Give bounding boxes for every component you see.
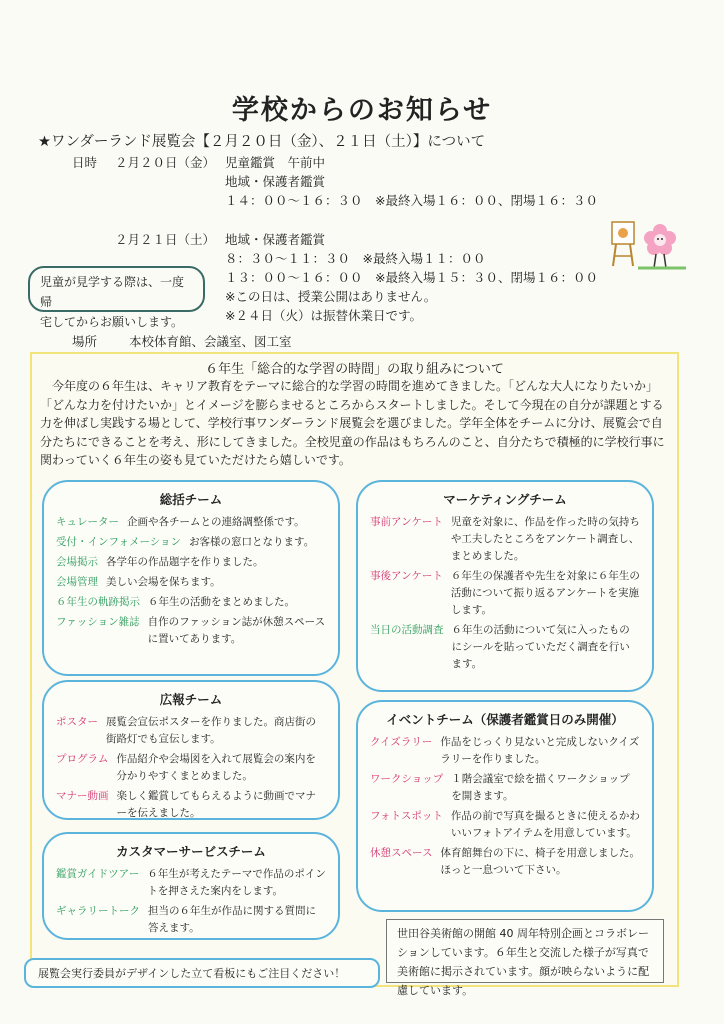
day2-line4: ※この日は、授業公開はありません。	[225, 289, 437, 304]
list-item	[56, 614, 326, 648]
list-item	[370, 734, 640, 768]
day2-date: ２月２１日（土）	[115, 232, 216, 247]
list-item	[56, 514, 326, 531]
item-desc: 企画や各チームとの連絡調整係です。	[127, 516, 305, 528]
list-item	[370, 622, 640, 673]
item-desc: 各学年の作品題字を作りました。	[106, 556, 264, 568]
item-desc: １階会議室で絵を描くワークショップを開きます。	[451, 773, 630, 802]
item-label: ファッション雑誌	[56, 616, 140, 628]
item-desc: 作品紹介や会場図を入れて展覧会の案内を分かりやすくまとめました。	[116, 753, 316, 782]
list-item	[370, 771, 640, 805]
venue-value: 本校体育館、会議室、図工室	[129, 334, 292, 349]
item-desc: 楽しく鑑賞してもらえるように動画でマナーを伝えました。	[116, 790, 316, 819]
list-item	[56, 574, 326, 591]
item-label: マナー動画	[56, 790, 109, 802]
item-desc: 自作のファッション誌が休憩スペースに置いてあります。	[147, 616, 326, 645]
bubble-line2: 宅してからお願いします。	[40, 315, 184, 329]
day2-line2: ８：３０〜１１：３０ ※最終入場１１：００	[225, 251, 486, 266]
venue-label: 場所	[72, 334, 98, 349]
list-item	[56, 594, 326, 611]
item-label: ギャラリートーク	[56, 905, 140, 917]
item-desc: お客様の窓口となります。	[189, 536, 315, 548]
section-title: ６年生「総合的な学習の時間」の取り組みについて	[205, 362, 504, 377]
list-item	[370, 568, 640, 619]
item-label: 受付・インフォメーション	[56, 536, 182, 548]
item-label: 会場管理	[56, 576, 98, 588]
flower-easel-illustration	[608, 216, 688, 272]
museum-collab-note: 世田谷美術館の開館 40 周年特別企画とコラボレーションしています。６年生と交流した様子が写真で美術館に掲示されています。顔が映らないように配慮しています。	[386, 919, 664, 983]
day1-line2: 地域・保護者鑑賞	[225, 174, 326, 189]
item-desc: ６年生の活動について気に入ったものにシールを貼っていただく調査を行います。	[451, 624, 630, 670]
list-item	[370, 845, 640, 879]
team-pr	[42, 680, 340, 820]
item-desc: ６年生の活動をまとめました。	[148, 596, 295, 608]
day2-line1: 地域・保護者鑑賞	[225, 232, 326, 247]
list-item	[56, 866, 326, 900]
item-desc: ６年生の保護者や先生を対象に６年生の活動について振り返るアンケートを実施します。	[450, 570, 640, 616]
list-item	[56, 903, 326, 937]
team-customer	[42, 832, 340, 940]
team-general	[42, 480, 340, 676]
item-desc: 作品の前で写真を撮るときに使えるかわいいフォトアイテムを用意しています。	[450, 810, 640, 839]
day2-line3: １３：００〜１６：００ ※最終入場１５：３０、閉場１６：００	[225, 270, 598, 285]
visit-note-bubble	[28, 266, 205, 329]
item-label: フォトスポット	[370, 810, 443, 822]
day1-date: ２月２０日（金）	[115, 155, 216, 170]
item-label: ６年生の軌跡掲示	[56, 596, 140, 608]
list-item	[370, 808, 640, 842]
bubble-line1: 児童が見学する際は、一度帰	[40, 275, 185, 309]
day1-line1: 児童鑑賞 午前中	[225, 155, 326, 170]
page-title: 学校からのお知らせ	[231, 95, 493, 126]
date-label: 日時	[72, 155, 98, 170]
item-label: キュレーター	[56, 516, 119, 528]
item-desc: 美しい会場を保ちます。	[106, 576, 221, 588]
venue	[72, 332, 292, 350]
item-desc: 児童を対象に、作品を作った時の気持ちや工夫したところをアンケート調査し、まとめました。	[450, 516, 640, 562]
item-label: 事前アンケート	[370, 516, 443, 528]
list-item	[56, 788, 326, 822]
section-intro: 今年度の６年生は、キャリア教育をテーマに総合的な学習の時間を進めてきました。「どんな大人になりたいか」「どんな力を付けたいか」とイメージを膨らませるところからスタートしました。そして今現在の自分が課題とする力を伸ばし実践する場として、学校行事ワンダーランド展覧会を選びました。学年全体をチームに分け、展覧会で自分たちにできることを考え、形にしてきました。全校児童の作品はもちろんのこと、自分たちで積極的に学校行事に関わっていく６年生の姿も見ていただけたら嬉しいです。	[40, 379, 665, 467]
item-desc: 作品をじっくり見ないと完成しないクイズラリーを作りました。	[440, 736, 640, 765]
item-desc: 体育館舞台の下に、椅子を用意しました。ほっと一息ついて下さい。	[440, 847, 640, 876]
item-label: プログラム	[56, 753, 109, 765]
item-desc: 展覧会宣伝ポスターを作りました。商店街の街路灯でも宣伝します。	[106, 716, 316, 745]
team-name: マーケティングチーム	[443, 492, 567, 507]
list-item	[56, 554, 326, 571]
item-label: 事後アンケート	[370, 570, 443, 582]
team-name: 広報チーム	[159, 692, 223, 707]
event-headline: ★ワンダーランド展覧会【２月２０日（金）、２１日（土）】について	[38, 134, 486, 150]
item-label: 鑑賞ガイドツアー	[56, 868, 140, 880]
list-item	[370, 514, 640, 565]
day2-line5: ※２４日（火）は振替休業日です。	[225, 308, 422, 323]
team-marketing	[356, 480, 654, 692]
team-name: カスタマーサービスチーム	[116, 844, 266, 859]
item-desc: ６年生が考えたテーマで作品のポイントを押さえた案内をします。	[147, 868, 326, 897]
team-name: イベントチーム（保護者鑑賞日のみ開催）	[386, 712, 624, 727]
signboard-note: 展覧会実行委員がデザインした立て看板にもご注目ください！	[24, 958, 380, 988]
item-label: 会場掲示	[56, 556, 98, 568]
item-label: ワークショップ	[370, 773, 444, 785]
team-event	[356, 700, 654, 912]
item-label: 当日の活動調査	[370, 624, 444, 636]
item-label: ポスター	[56, 716, 98, 728]
item-label: クイズラリー	[370, 736, 433, 748]
list-item	[56, 534, 326, 551]
list-item	[56, 714, 326, 748]
day1-line3: １４：００〜１６：３０ ※最終入場１６：００、閉場１６：３０	[225, 193, 598, 208]
team-name: 総括チーム	[159, 492, 223, 507]
item-desc: 担当の６年生が作品に関する質問に答えます。	[148, 905, 316, 934]
list-item	[56, 751, 326, 785]
item-label: 休憩スペース	[370, 847, 433, 859]
